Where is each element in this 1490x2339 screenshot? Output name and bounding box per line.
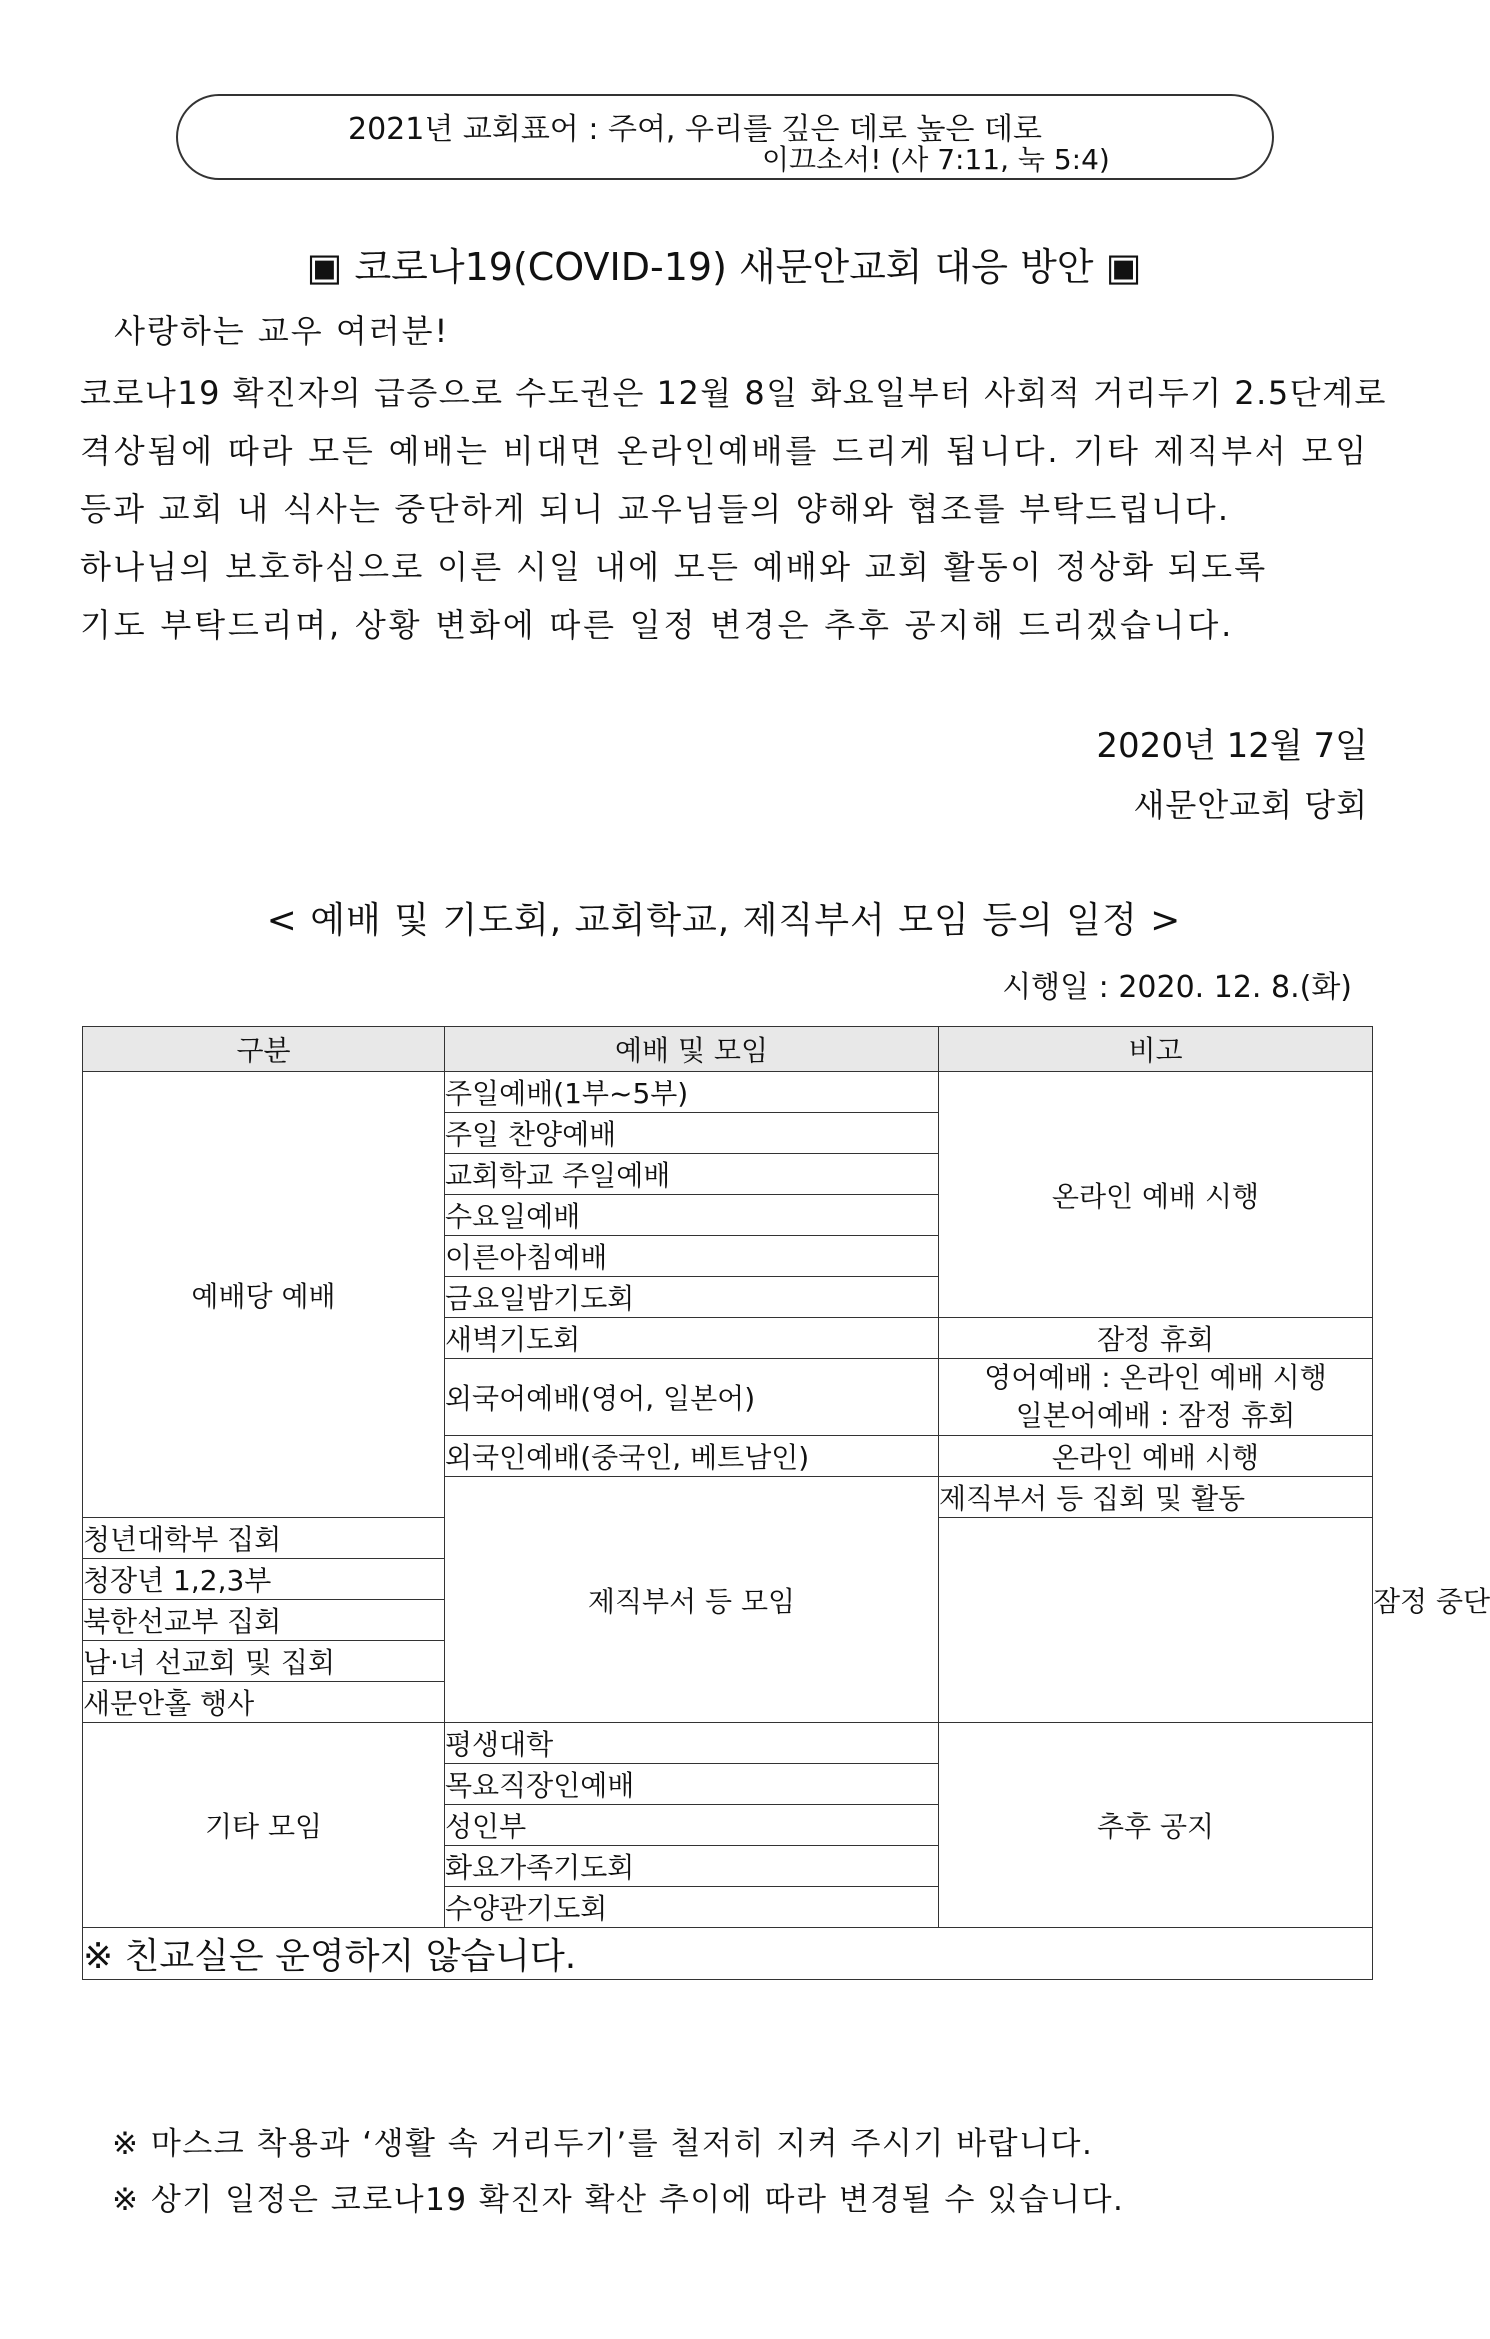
- fellowship-room-notice: ※ 친교실은 운영하지 않습니다.: [83, 1928, 1373, 1980]
- category-cell: 예배당 예배: [83, 1072, 445, 1518]
- event-cell: 청년대학부 집회: [83, 1518, 445, 1559]
- mask-notice: ※ 마스크 착용과 ‘생활 속 거리두기’를 철저히 지켜 주시기 바랍니다.: [112, 2126, 1094, 2162]
- event-cell: 화요가족기도회: [445, 1846, 939, 1887]
- event-cell: 교회학교 주일예배: [445, 1154, 939, 1195]
- category-cell: 제직부서 등 모임: [445, 1477, 939, 1723]
- issuing-org: 새문안교회 당회: [1133, 786, 1368, 824]
- event-cell: 청장년 1,2,3부: [83, 1559, 445, 1600]
- event-cell: 새벽기도회: [445, 1318, 939, 1359]
- table-header-row: [83, 1027, 1373, 1072]
- body-line: 코로나19 확진자의 급증으로 수도권은 12월 8일 화요일부터 사회적 거리두기 2.5단계로: [80, 374, 1387, 412]
- motto-line-2: 이끄소서! (사 7:11, 눅 5:4): [762, 143, 1110, 176]
- note-line: 영어예배 : 온라인 예배 시행: [984, 1361, 1327, 1394]
- table-footer-row: [83, 1928, 1373, 1980]
- motto-box: [176, 94, 1274, 180]
- event-cell: 새문안홀 행사: [83, 1682, 445, 1723]
- category-cell: 기타 모임: [83, 1723, 445, 1928]
- event-cell: 남·녀 선교회 및 집회: [83, 1641, 445, 1682]
- event-cell: 금요일밤기도회: [445, 1277, 939, 1318]
- note-cell: 추후 공지: [939, 1723, 1373, 1928]
- note-cell: 잠정 휴회: [939, 1318, 1373, 1359]
- page-title: ▣ 코로나19(COVID-19) 새문안교회 대응 방안 ▣: [306, 245, 1142, 289]
- note-cell: 온라인 예배 시행: [939, 1436, 1373, 1477]
- event-cell: 목요직장인예배: [445, 1764, 939, 1805]
- event-cell: 수요일예배: [445, 1195, 939, 1236]
- event-cell: 성인부: [445, 1805, 939, 1846]
- event-cell: 제직부서 등 집회 및 활동: [939, 1477, 1373, 1518]
- header-event: 예배 및 모임: [445, 1027, 939, 1072]
- event-cell: 주일 찬양예배: [445, 1113, 939, 1154]
- effective-date: 시행일 : 2020. 12. 8.(화): [1002, 970, 1352, 1005]
- table-row: 제직부서 등 모임 제직부서 등 집회 및 활동 잠정 중단: [83, 1477, 1373, 1518]
- body-line: 격상됨에 따라 모든 예배는 비대면 온라인예배를 드리게 됩니다. 기타 제직부서 모임: [80, 432, 1369, 470]
- note-cell: 온라인 예배 시행: [939, 1072, 1373, 1318]
- greeting: 사랑하는 교우 여러분!: [114, 312, 450, 350]
- schedule-change-notice: ※ 상기 일정은 코로나19 확진자 확산 추이에 따라 변경될 수 있습니다.: [112, 2182, 1125, 2218]
- body-line: 하나님의 보호하심으로 이른 시일 내에 모든 예배와 교회 활동이 정상화 되도록: [80, 548, 1268, 586]
- schedule-table: [82, 1026, 1490, 1980]
- body-line: 기도 부탁드리며, 상황 변화에 따른 일정 변경은 추후 공지해 드리겠습니다.: [80, 606, 1235, 644]
- body-line: 등과 교회 내 식사는 중단하게 되니 교우님들의 양해와 협조를 부탁드립니다.: [80, 490, 1231, 528]
- header-note: 비고: [939, 1027, 1373, 1072]
- event-cell: 이른아침예배: [445, 1236, 939, 1277]
- motto-line-1: 2021년 교회표어 : 주여, 우리를 깊은 데로 높은 데로: [348, 112, 1042, 147]
- header-category: 구분: [83, 1027, 445, 1072]
- schedule-title: < 예배 및 기도회, 교회학교, 제직부서 모임 등의 일정 >: [266, 900, 1182, 941]
- table-row: [83, 1723, 1373, 1764]
- event-cell: 주일예배(1부~5부): [445, 1072, 939, 1113]
- announcement-date: 2020년 12월 7일: [1096, 726, 1368, 766]
- note-cell: [939, 1359, 1373, 1436]
- event-cell: 외국인예배(중국인, 베트남인): [445, 1436, 939, 1477]
- note-line: 일본어예배 : 잠정 휴회: [1015, 1399, 1296, 1432]
- table-row: [83, 1072, 1373, 1113]
- event-cell: 외국어예배(영어, 일본어): [445, 1359, 939, 1436]
- event-cell: 북한선교부 집회: [83, 1600, 445, 1641]
- event-cell: 평생대학: [445, 1723, 939, 1764]
- event-cell: 수양관기도회: [445, 1887, 939, 1928]
